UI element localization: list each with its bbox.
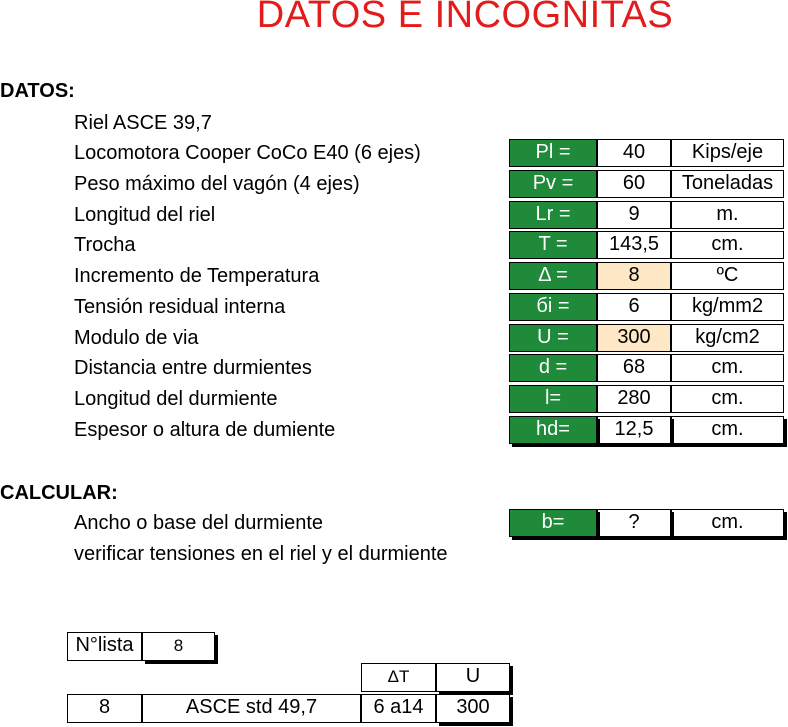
symbol-cell: d = <box>509 354 597 382</box>
summary-header-u: U <box>436 663 510 692</box>
summary-cell-riel: ASCE std 49,7 <box>142 694 361 723</box>
datos-label-distancia-durmientes: Distancia entre durmientes <box>74 357 312 379</box>
lista-value-cell[interactable]: 8 <box>142 632 215 661</box>
unit-cell: cm. <box>671 509 784 537</box>
datos-label-riel: Riel ASCE 39,7 <box>74 112 212 134</box>
value-cell[interactable]: 68 <box>597 354 671 382</box>
calcular-heading: CALCULAR: <box>0 482 118 504</box>
summary-cell-u: 300 <box>436 694 510 723</box>
unit-cell: cm. <box>671 416 784 444</box>
datos-label-longitud-durmiente: Longitud del durmiente <box>74 388 278 410</box>
value-cell-highlighted[interactable]: 8 <box>597 262 671 290</box>
value-cell-highlighted[interactable]: 300 <box>597 324 671 352</box>
summary-cell-lista: 8 <box>67 694 142 723</box>
summary-header-delta-t: ΔT <box>361 663 436 692</box>
value-cell[interactable]: 280 <box>597 385 671 413</box>
page-title: DATOS E INCOGNITAS <box>256 0 674 36</box>
datos-label-modulo-via: Modulo de via <box>74 327 199 349</box>
unit-cell: cm. <box>671 385 784 413</box>
datos-heading: DATOS: <box>0 80 75 102</box>
value-cell[interactable]: 9 <box>597 201 671 229</box>
unit-cell: Toneladas <box>671 170 784 198</box>
unit-cell: kg/mm2 <box>671 293 784 321</box>
symbol-cell: T = <box>509 231 597 259</box>
value-cell[interactable]: 6 <box>597 293 671 321</box>
symbol-cell: b= <box>509 509 597 537</box>
value-cell[interactable]: 40 <box>597 139 671 167</box>
value-cell[interactable]: 143,5 <box>597 231 671 259</box>
symbol-cell: бi = <box>509 293 597 321</box>
unit-cell: cm. <box>671 354 784 382</box>
datos-label-locomotora: Locomotora Cooper CoCo E40 (6 ejes) <box>74 142 421 164</box>
symbol-cell: l= <box>509 385 597 413</box>
datos-label-espesor-durmiente: Espesor o altura de dumiente <box>74 419 336 441</box>
unit-cell: Kips/eje <box>671 139 784 167</box>
lista-label-cell: N°lista <box>67 632 142 661</box>
unit-cell: ºC <box>671 262 784 290</box>
unit-cell: kg/cm2 <box>671 324 784 352</box>
calcular-label-verificar-tensiones: verificar tensiones en el riel y el durmiente <box>74 543 448 565</box>
symbol-cell: Lr = <box>509 201 597 229</box>
datos-label-tension-residual: Tensión residual interna <box>74 296 286 318</box>
summary-cell-delta-t: 6 a14 <box>361 694 436 723</box>
symbol-cell: Pv = <box>509 170 597 198</box>
value-cell[interactable]: ? <box>597 509 671 537</box>
value-cell[interactable]: 60 <box>597 170 671 198</box>
value-cell[interactable]: 12,5 <box>597 416 671 444</box>
symbol-cell: hd= <box>509 416 597 444</box>
datos-label-peso-vagon: Peso máximo del vagón (4 ejes) <box>74 173 360 195</box>
symbol-cell: Pl = <box>509 139 597 167</box>
datos-label-temperatura: Incremento de Temperatura <box>74 265 320 287</box>
datos-label-trocha: Trocha <box>74 234 136 256</box>
unit-cell: m. <box>671 201 784 229</box>
unit-cell: cm. <box>671 231 784 259</box>
datos-label-longitud-riel: Longitud del riel <box>74 204 216 226</box>
symbol-cell: Δ = <box>509 262 597 290</box>
symbol-cell: U = <box>509 324 597 352</box>
calcular-label-ancho-durmiente: Ancho o base del durmiente <box>74 512 324 534</box>
